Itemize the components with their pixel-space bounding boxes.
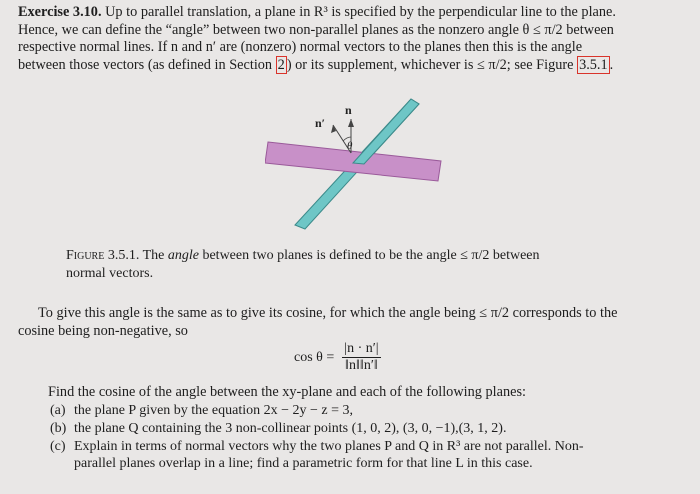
label-n-prime: n′ [315, 116, 326, 130]
caption-line-2: normal vectors. [66, 266, 154, 281]
caption-line-1 [66, 247, 666, 265]
exercise-paragraph [18, 4, 686, 74]
list-item [50, 438, 690, 456]
item-text: the plane Q containing the 3 non-collinear points (1, 0, 2), (3, 0, −1),(3, 1, 2). [74, 420, 507, 436]
planes-figure [265, 97, 445, 237]
exercise-line-4 [18, 57, 686, 75]
exercise-line-4-a: between those vectors (as defined in Section [18, 56, 276, 73]
figure-caption [66, 247, 666, 283]
cosine-formula [294, 341, 381, 374]
teal-plane-upper [353, 99, 419, 164]
section-link[interactable]: 2 [277, 56, 285, 73]
caption-number: 3.5.1. [104, 248, 140, 263]
formula-fraction [342, 341, 380, 374]
exercise-line-2: Hence, we can define the “angle” between two non-parallel planes as the nonzero angle θ ≤ π/2 between [18, 21, 614, 38]
exercise-line-1-text: Up to parallel translation, a plane in R³ is specified by the perpendicular line to the plane. [105, 4, 616, 20]
body-paragraph [18, 305, 690, 341]
caption-text-a: The [139, 248, 168, 263]
item-text: the plane P given by the equation 2x − 2y − z = 3, [74, 403, 354, 418]
label-theta: θ [347, 140, 353, 152]
exercise-line-3: respective normal lines. If n and n′ are (nonzero) normal vectors to the planes then this is the angle [18, 39, 583, 56]
label-n: n [345, 103, 352, 117]
question-text: Find the cosine of the angle between the xy-plane and each of the following planes: [48, 384, 526, 400]
exercise-label: Exercise 3.10. [18, 4, 102, 20]
normal-n-arrowhead [348, 119, 354, 127]
body-line-2: cosine being non-negative, so [18, 322, 188, 339]
exercise-line-4-c: . [609, 56, 614, 73]
caption-prefix: Figure [66, 248, 105, 263]
list-item [50, 402, 690, 420]
figure-link[interactable]: 3.5.1 [579, 56, 608, 73]
caption-emph: angle [167, 248, 199, 263]
item-continuation: parallel planes overlap in a line; find a parametric form for that line L in this case. [74, 456, 533, 472]
item-text: Explain in terms of normal vectors why the two planes P and Q in R³ are not parallel. Non- [74, 438, 584, 454]
question-items [50, 402, 690, 473]
list-item [50, 420, 690, 438]
body-line-1: To give this angle is the same as to give its cosine, for which the angle being ≤ π/2 corresponds to the [38, 305, 618, 321]
caption-text-b: between two planes is defined to be the angle ≤ π/2 between [198, 248, 540, 263]
item-label: (c) [50, 438, 66, 454]
formula-numerator: |n · n′| [344, 341, 379, 356]
item-label: (a) [50, 403, 66, 418]
exercise-line-1 [18, 4, 686, 22]
formula-denominator: ‖n‖‖n′‖ [345, 358, 378, 373]
exercise-line-4-b: ) or its supplement, whichever is ≤ π/2; see Figure [286, 56, 578, 73]
item-label: (b) [50, 420, 67, 436]
formula-lhs: cos θ = [294, 349, 335, 365]
